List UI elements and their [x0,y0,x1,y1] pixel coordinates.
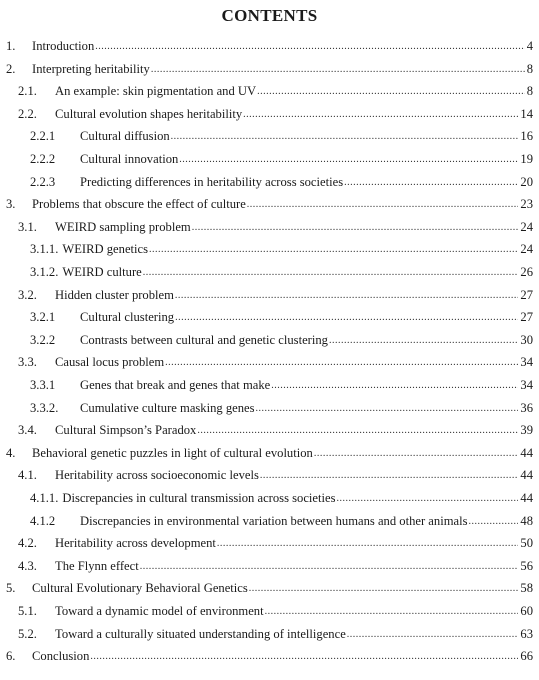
toc-entry-page: 24 [520,242,533,257]
toc-dot-leader [149,239,518,261]
toc-entry-number: 4.3. [18,558,37,573]
toc-entry-number: 5.1. [18,604,37,618]
toc-dot-leader [217,533,519,555]
toc-entry-number: 3.1.1. [30,242,59,257]
toc-entry-title: An example: skin pigmentation and UV [55,84,257,99]
toc-entry[interactable] [30,397,533,419]
toc-entry[interactable] [30,148,533,170]
toc-entry-page: 48 [520,513,533,528]
toc-dot-leader [175,307,518,329]
toc-entry[interactable] [30,329,533,351]
toc-dot-leader [260,465,519,487]
toc-entry-number: 2.2.2 [30,152,56,166]
toc-entry-page: 63 [520,626,533,641]
toc-entry-page: 8 [526,61,533,76]
toc-dot-leader [468,511,518,533]
toc-entry-title: Introduction [32,39,95,53]
toc-dot-leader [249,578,519,600]
toc-entry-page: 27 [520,310,533,325]
toc-entry-page: 16 [520,129,533,144]
toc-entry-number: 2. [6,61,16,76]
toc-entry[interactable] [18,419,533,441]
toc-entry-title: Conclusion [32,649,90,664]
toc-dot-leader [151,59,525,81]
toc-entry-page: 8 [526,84,533,99]
toc-entry-title: WEIRD sampling problem [55,219,191,234]
toc-entry[interactable] [6,645,533,667]
toc-entry-page: 58 [520,581,533,596]
toc-dot-leader [257,81,525,103]
toc-dot-leader [95,36,524,58]
toc-entry-page: 20 [520,174,533,189]
toc-entry-number: 4.1. [18,468,37,483]
toc-entry-page: 14 [520,106,533,121]
toc-entry-title: Discrepancies in environmental variation between humans and other animals [80,513,468,528]
toc-entry-title: Toward a culturally situated understanding of intelligence [55,626,346,641]
toc-entry-page: 23 [520,197,533,212]
toc-entry-number: 2.2.3 [30,174,56,189]
toc-entry-number: 5.2. [18,626,37,641]
toc-dot-leader [314,443,519,465]
toc-entry-page: 26 [520,265,533,279]
toc-entry-number: 5. [6,581,16,596]
toc-entry-number: 6. [6,649,16,664]
toc-entry-page: 34 [520,355,533,370]
toc-entry-number: 3.4. [18,423,37,438]
toc-entry[interactable] [6,193,533,215]
toc-dot-leader [336,488,518,510]
toc-entry-page: 56 [520,558,533,573]
toc-entry[interactable] [18,555,533,577]
toc-entry-number: 4. [6,445,16,460]
toc-entry-page: 36 [520,400,533,415]
page-title: CONTENTS [221,6,318,25]
toc-entry[interactable] [30,171,533,193]
toc-entry[interactable] [18,532,533,554]
toc-entry-title: Cultural Evolutionary Behavioral Genetics [32,581,248,596]
toc-entry[interactable] [6,58,533,80]
toc-entry[interactable] [18,600,533,622]
toc-entry-number: 2.2. [18,106,37,121]
toc-dot-leader [175,285,518,307]
toc-entry[interactable] [30,487,533,509]
toc-entry-number: 3. [6,197,16,212]
toc-entry-title: Cultural innovation [80,152,179,166]
toc-entry-title: Interpreting heritability [32,61,150,76]
toc-entry-page: 66 [520,649,533,664]
toc-entry-number: 3.3. [18,355,37,370]
toc-entry-title: WEIRD culture [62,265,142,279]
toc-dot-leader [247,194,519,216]
toc-entry-title: Predicting differences in heritability across societies [80,174,344,189]
toc-entry-number: 3.2. [18,287,37,302]
toc-entry-number: 4.1.2 [30,513,56,528]
toc-entry[interactable] [18,80,533,102]
toc-entry-page: 44 [520,445,533,460]
toc-entry[interactable] [30,510,533,532]
toc-entry-page: 27 [520,287,533,302]
toc-dot-leader [197,420,518,442]
toc-entry[interactable] [6,442,533,464]
toc-dot-leader [192,217,519,239]
toc-entry-number: 3.2.1 [30,310,56,325]
toc-dot-leader [90,646,518,668]
toc-dot-leader [243,104,518,126]
toc-entry-page: 30 [520,332,533,347]
toc-dot-leader [271,375,518,397]
toc-entry-title: Heritability across socioeconomic levels [55,468,259,483]
toc-dot-leader [344,172,518,194]
toc-dot-leader [329,330,518,352]
toc-entry-number: 3.1. [18,219,37,234]
toc-entry-number: 3.2.2 [30,332,56,347]
toc-entry-title: Cultural clustering [80,310,175,325]
toc-entry[interactable] [18,284,533,306]
toc-entry-number: 3.3.2. [30,400,59,415]
toc-dot-leader [256,398,519,420]
toc-entry-title: Behavioral genetic puzzles in light of cultural evolution [32,445,313,460]
toc-entry-number: 4.1.1. [30,491,59,505]
toc-entry-title: The Flynn effect [55,558,139,573]
toc-entry-title: Cumulative culture masking genes [80,400,255,415]
toc-dot-leader [140,556,519,578]
toc-entry-page: 4 [526,39,533,53]
toc-entry-page: 44 [520,491,533,505]
toc-entry-title: Hidden cluster problem [55,287,174,302]
toc-entry-page: 39 [520,423,533,438]
toc-entry-number: 1. [6,39,16,53]
toc-entry[interactable] [30,238,533,260]
toc-dot-leader [265,601,519,623]
toc-entry-title: Cultural Simpson’s Paradox [55,423,197,438]
toc-entry[interactable] [6,577,533,599]
toc-entry-title: Genes that break and genes that make [80,378,271,392]
toc-entry-title: Toward a dynamic model of environment [55,604,264,618]
toc-entry-title: Discrepancies in cultural transmission across societies [62,491,336,505]
toc-entry-number: 2.2.1 [30,129,56,144]
toc-entry-title: WEIRD genetics [62,242,149,257]
toc-entry[interactable] [18,351,533,373]
toc-entry-page: 19 [520,152,533,166]
toc-entry[interactable] [30,125,533,147]
toc-entry[interactable] [18,103,533,125]
toc-entry-title: Cultural diffusion [80,129,170,144]
toc-entry[interactable] [6,35,533,57]
toc-entry[interactable] [18,464,533,486]
toc-entry-title: Problems that obscure the effect of culture [32,197,246,212]
toc-entry-page: 24 [520,219,533,234]
toc-entry[interactable] [18,216,533,238]
toc-dot-leader [143,262,519,284]
toc-dot-leader [171,126,519,148]
toc-entry-title: Heritability across development [55,536,216,551]
toc-entry-title: Cultural evolution shapes heritability [55,106,243,121]
toc-entry[interactable] [18,623,533,645]
toc-entry[interactable] [30,374,533,396]
toc-entry-title: Contrasts between cultural and genetic clustering [80,332,328,347]
toc-entry[interactable] [30,306,533,328]
toc-dot-leader [179,149,518,171]
toc-entry-page: 60 [520,604,533,618]
toc-entry-page: 50 [520,536,533,551]
toc-dot-leader [165,352,518,374]
toc-entry-number: 3.1.2. [30,265,59,279]
toc-entry[interactable] [30,261,533,283]
toc-dot-leader [347,624,519,646]
toc-entry-number: 4.2. [18,536,37,551]
toc-entry-number: 2.1. [18,84,37,99]
toc-entry-page: 44 [520,468,533,483]
toc-entry-title: Causal locus problem [55,355,165,370]
toc-entry-number: 3.3.1 [30,378,56,392]
toc-entry-page: 34 [520,378,533,392]
